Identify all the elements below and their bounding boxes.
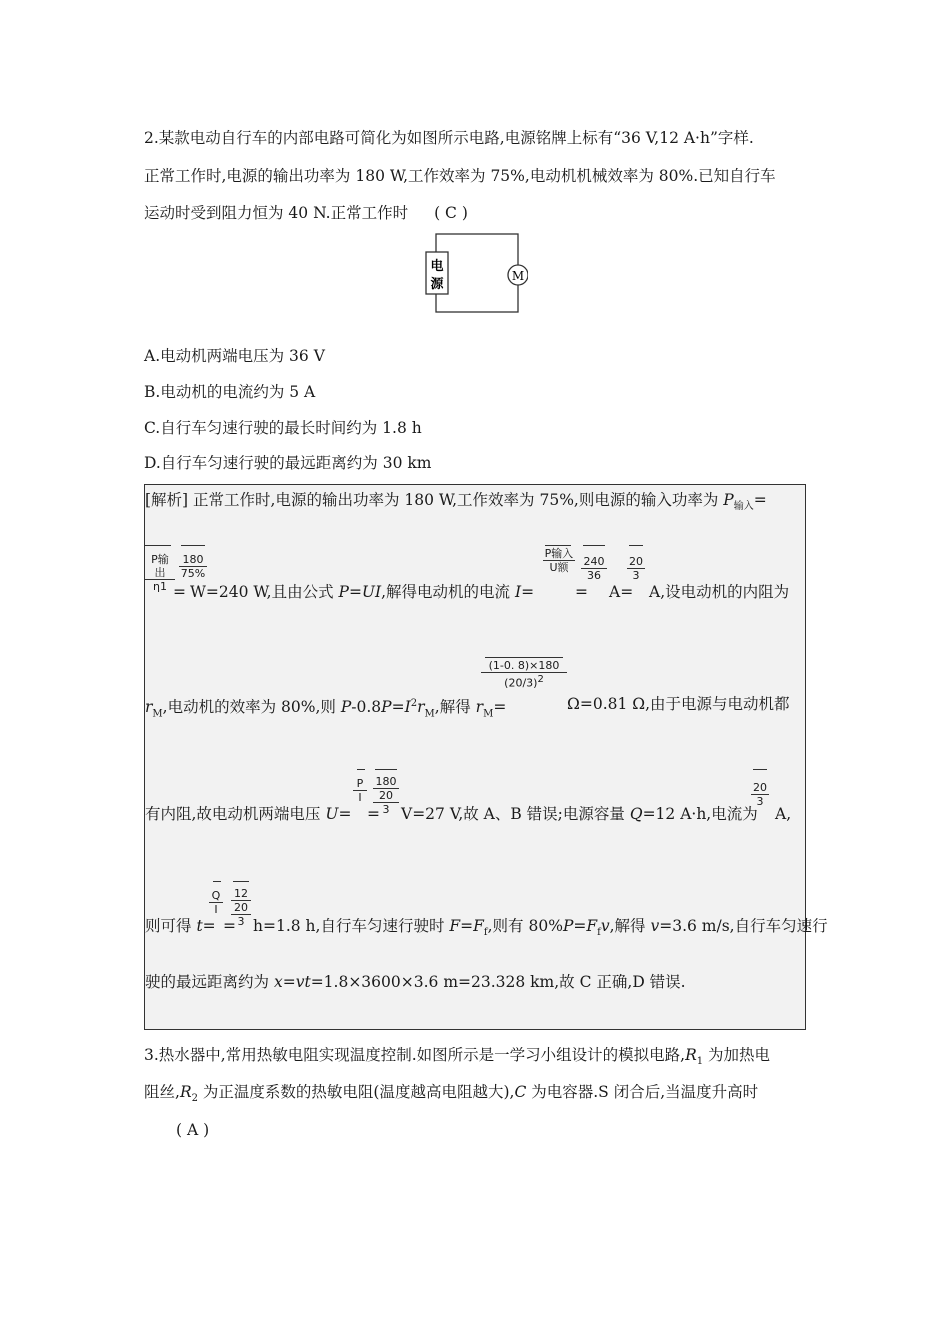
fraction-q-i: $\frac{Q}{I}$ [209, 889, 223, 916]
fraction-180-75: $\frac{180}{75\%}$ [180, 553, 206, 580]
q3-stem-line-2: 阻丝$,R_2$ 为正温度系数的热敏电阻(温度越高电阻越大),C 为电容器.S 闭合后,当温度升高时 [144, 1083, 759, 1105]
analysis-line-3: $r_M$,电动机的效率为 80%,则 $P-0.8P=I^2r_M$,解得 $r_M=$ [145, 698, 507, 720]
analysis-line-1 [145, 489, 767, 518]
fraction-20-3: $\frac{20}{3}$ [629, 555, 643, 582]
analysis-box [144, 484, 828, 1030]
q3-stem-line-1: 3.热水器中,常用热敏电阻实现温度控制.如图所示是一学习小组设计的模拟电路$,R_1$ 为加热电 [144, 1046, 771, 1068]
equals: = [753, 491, 767, 509]
q3-answer: ( A ) [176, 1121, 210, 1139]
fraction-p-i: $\frac{P}{I}$ [353, 777, 367, 804]
q2-stem-line-2: 正常工作时,电源的输出功率为 180 W,工作效率为 75%,电动机机械效率为 80%.已知自行车 [144, 167, 776, 185]
fraction-240-36: $\frac{240}{36}$ [581, 555, 607, 582]
analysis-line-4-end: A, [775, 805, 792, 823]
text-A-eq: A= [609, 583, 634, 601]
analysis-line-6: 驶的最远距离约为 x=vt=1.8×3600×3.6 m=23.328 km,故 C 正确,D 错误. [145, 973, 686, 991]
q2-option-b: B.电动机的电流约为 5 A [144, 383, 316, 401]
analysis-line-2-end: A,设电动机的内阻为 [649, 583, 790, 601]
motor-label: M [511, 269, 525, 283]
q2-option-c: C.自行车匀速行驶的最长时间约为 1.8 h [144, 419, 422, 437]
q2-option-a: A.电动机两端电压为 36 V [144, 347, 325, 365]
fraction-180-20-3: 180 20 3 [373, 775, 399, 816]
analysis-line-4-mid: V=27 V,故 A、B 错误;电源容量 Q=12 A·h,电流为 [401, 805, 758, 823]
fraction-resistance: $\frac{(1-0. 8)\times 180}{(20/3)^2}$ [481, 659, 567, 690]
q2-stem-line-3 [144, 202, 468, 224]
fraction-20-3: $\frac{20}{3}$ [753, 781, 767, 808]
fraction-p-out-eta: P输出 η1 [145, 553, 175, 593]
q2-option-d: D.自行车匀速行驶的最远距离约为 30 km [144, 454, 432, 472]
q2-stem-line-1: 2.某款电动自行车的内部电路可简化为如图所示电路,电源铭牌上标有“36 V,12 A·h”字样. [144, 129, 754, 147]
fraction-12-20-3: 12 20 3 [231, 887, 251, 928]
q2-answer: ( C ) [434, 204, 468, 222]
power-source-label-1: 电 [430, 259, 444, 274]
equals: = [575, 583, 588, 601]
var-P: P [723, 491, 734, 509]
analysis-line-4: 有内阻,故电动机两端电压 U= [145, 805, 352, 823]
circuit-diagram [418, 230, 528, 316]
q2-stem-line-3-text: 运动时受到阻力恒为 40 N.正常工作时 [144, 204, 409, 222]
equals: = [367, 805, 380, 823]
analysis-line-2: = W=240 W,且由公式 P=UI,解得电动机的电流 I= [173, 583, 535, 601]
subscript: 输入 [733, 501, 754, 513]
power-source-label-2: 源 [430, 277, 444, 292]
equals: = [223, 917, 236, 935]
analysis-line-5-end: h=1.8 h,自行车匀速行驶时 $F=F_f$,则有 $80\%P=F_fv$,解得 v=3.6 m/s,自行车匀速行 [253, 917, 828, 939]
analysis-text: [解析] 正常工作时,电源的输出功率为 180 W,工作效率为 75%,则电源的输入功率为 [145, 491, 724, 509]
analysis-line-5: 则可得 t= [145, 917, 216, 935]
fraction-p-in-u: P输入 U额 [544, 547, 574, 574]
analysis-line-3-end: Ω=0.81 Ω,由于电源与电动机都 [567, 695, 790, 713]
